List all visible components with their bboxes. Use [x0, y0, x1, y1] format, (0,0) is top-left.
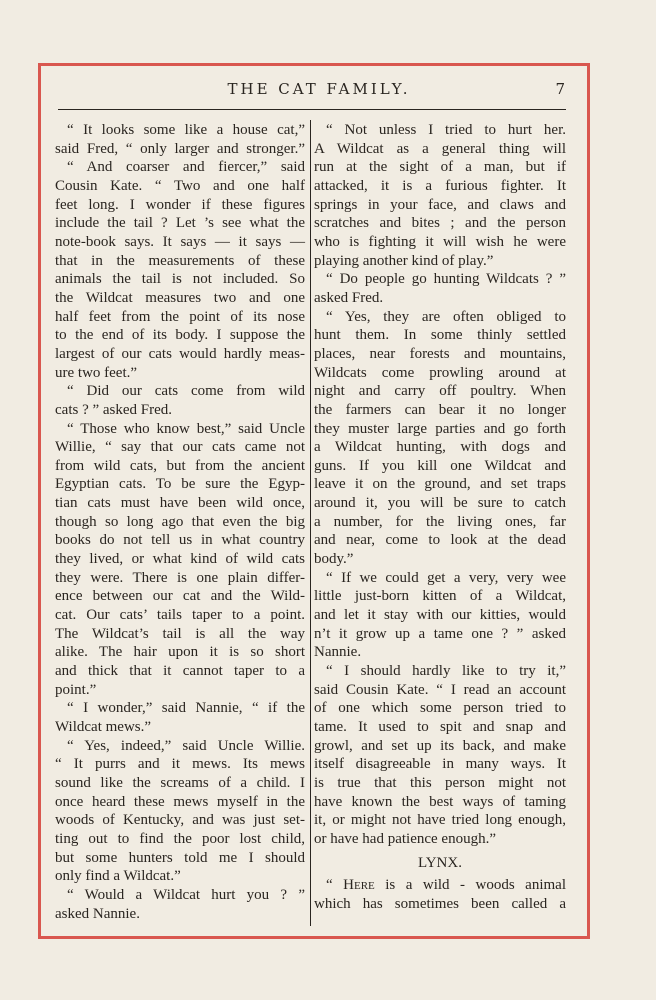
quote-open: “	[326, 877, 344, 894]
text-line: woods of Kentucky, and was just set-	[55, 812, 305, 829]
text-line: run at the sight of a man, but if	[314, 159, 566, 176]
text-line: point.”	[55, 681, 97, 698]
text-line: ence between our cat and the Wild-	[55, 588, 305, 605]
text-line: they lived, or what kind of wild cats	[55, 551, 305, 568]
text-line: a number, for the living ones, far	[314, 513, 566, 530]
text-line: Egyptian cats. To be sure the Egyp-	[55, 476, 305, 493]
line-rest: is a wild - woods animal	[374, 877, 566, 894]
text-line: ure two feet.”	[55, 364, 138, 381]
text-line: The Wildcat’s tail is all the way	[55, 625, 305, 642]
text-line: Nannie.	[314, 644, 362, 661]
text-line: body.”	[314, 551, 354, 568]
text-line: Cousin Kate. “ Two and one half	[55, 177, 305, 194]
text-line: half feet from the point of its nose	[55, 308, 305, 325]
text-line: include the tail ? Let ’s see what the	[55, 215, 305, 232]
text-line: largest of our cats would hardly meas-	[55, 345, 305, 362]
text-line: of one which some person tried to	[314, 700, 566, 717]
text-line: but some hunters told me I should	[55, 849, 305, 866]
text-line: cats ? ” asked Fred.	[55, 401, 173, 418]
text-line: “ I wonder,” said Nannie, “ if the	[67, 700, 305, 717]
text-line: and let it stay with our kitties, would	[314, 607, 566, 624]
text-line: which has sometimes been called a	[314, 895, 566, 912]
running-title: THE CAT FAMILY.	[227, 80, 411, 98]
text-line: “ I should hardly like to try it,”	[326, 663, 566, 680]
text-line: feet long. I wonder if these figures	[55, 196, 305, 213]
text-line: who is fighting it will wish he were	[314, 233, 566, 250]
text-line: only find a Wildcat.”	[55, 868, 181, 885]
text-line: “ It looks some like a house cat,”	[67, 122, 305, 138]
text-line: “ Yes, indeed,” said Uncle Willie.	[67, 737, 305, 754]
text-line: “ Those who know best,” said Uncle	[67, 420, 305, 437]
text-line: scratches and bites ; and the person	[314, 215, 566, 232]
text-line: tame. It used to spit and snap and	[314, 719, 566, 735]
text-line: itself disagreeable in many ways. It	[314, 756, 566, 773]
right-column	[314, 121, 566, 914]
text-line: a Wildcat hunting, with dogs and	[314, 439, 566, 456]
text-line: once heard these mews myself in the	[55, 793, 305, 810]
text-line: guns. If you kill one Wildcat and	[314, 457, 566, 474]
text-line: books do not tell us in what country	[55, 532, 305, 549]
section-heading: LYNX.	[418, 854, 462, 871]
text-line: playing another kind of play.”	[314, 252, 494, 269]
text-line: alike. The hair upon it is so short	[55, 644, 305, 661]
text-line: cat. Our cats’ tails taper to a point.	[55, 607, 305, 624]
page-number: 7	[555, 80, 565, 98]
text-line: springs in your face, and claws and	[314, 196, 566, 213]
text-line: is true that this person might not	[314, 774, 566, 791]
text-line: to the end of its body. I suppose the	[55, 327, 305, 344]
text-line: the Wildcat measures two and one	[55, 289, 305, 306]
text-line: “ It purrs and it mews. Its mews	[55, 756, 305, 773]
text-line: Willie, “ say that our cats came not	[55, 439, 305, 456]
text-line: A Wildcat as a general thing will	[314, 140, 566, 157]
text-line: “ Would a Wildcat hurt you ? ”	[67, 886, 305, 903]
text-line: “ Do people go hunting Wildcats ? ”	[326, 271, 566, 288]
text-line: have known the best ways of taming	[314, 793, 566, 810]
header-rule	[58, 109, 566, 110]
text-line: they muster large parties and go forth	[314, 420, 566, 437]
text-line: leave it on the ground, and set traps	[314, 476, 566, 493]
text-line: and near, come to look at the dead	[314, 532, 566, 549]
text-line: the farmers can bear it no longer	[314, 401, 566, 418]
text-line: asked Nannie.	[55, 905, 140, 922]
column-divider	[310, 120, 311, 926]
text-line: “ Yes, they are often obliged to	[326, 308, 566, 325]
text-line: “ If we could get a very, very wee	[326, 569, 566, 586]
text-line: Wildcat mews.”	[55, 719, 152, 735]
text-line: “ Did our cats come from wild	[67, 383, 305, 400]
text-line: night and carry off poultry. When	[314, 383, 566, 400]
text-line: places, near forests and mountains,	[314, 345, 566, 362]
text-line	[314, 876, 566, 895]
text-line: ting out to find the poor lost child,	[55, 830, 305, 847]
text-line: they were. There is one plain differ-	[55, 569, 305, 586]
text-line: hunt them. In some thinly settled	[314, 327, 566, 344]
text-line: animals the tail is not included. So	[55, 271, 305, 288]
text-line: attacked, it is a furious fighter. It	[314, 177, 566, 194]
text-line: sound like the screams of a child. I	[55, 774, 305, 791]
text-line: or have had patience enough.”	[314, 830, 496, 847]
text-line: asked Fred.	[314, 289, 384, 306]
text-line: Wildcats come prowling around at	[314, 364, 566, 381]
text-line: it, or might not have tried long enough,	[314, 812, 566, 829]
text-line: said Fred, “ only larger and stronger.”	[55, 140, 305, 157]
text-line: tian cats must have been wild once,	[55, 495, 305, 512]
text-line: around it, you will be sure to catch	[314, 495, 566, 512]
text-line: little just-born kitten of a Wildcat,	[314, 588, 566, 605]
text-line: said Cousin Kate. “ I read an account	[314, 681, 566, 698]
text-line: and thick that it cannot taper to a	[55, 663, 305, 680]
right-column-upper	[314, 121, 566, 849]
left-column	[55, 121, 305, 923]
text-line: “ Not unless I tried to hurt her.	[326, 122, 566, 138]
text-line: “ And coarser and fiercer,” said	[67, 159, 305, 176]
text-line: from wild cats, but from the ancient	[55, 457, 305, 474]
text-line: n’t it grow up a tame one ? ” asked	[314, 625, 566, 642]
text-line: that in the measurements of these	[55, 252, 305, 269]
running-header	[73, 80, 565, 102]
text-line: growl, and set up its back, and make	[314, 737, 566, 754]
small-caps-word: Here	[343, 877, 375, 894]
text-line: note-book says. It says — it says —	[55, 233, 305, 250]
text-line: though so long ago that even the big	[55, 513, 305, 530]
